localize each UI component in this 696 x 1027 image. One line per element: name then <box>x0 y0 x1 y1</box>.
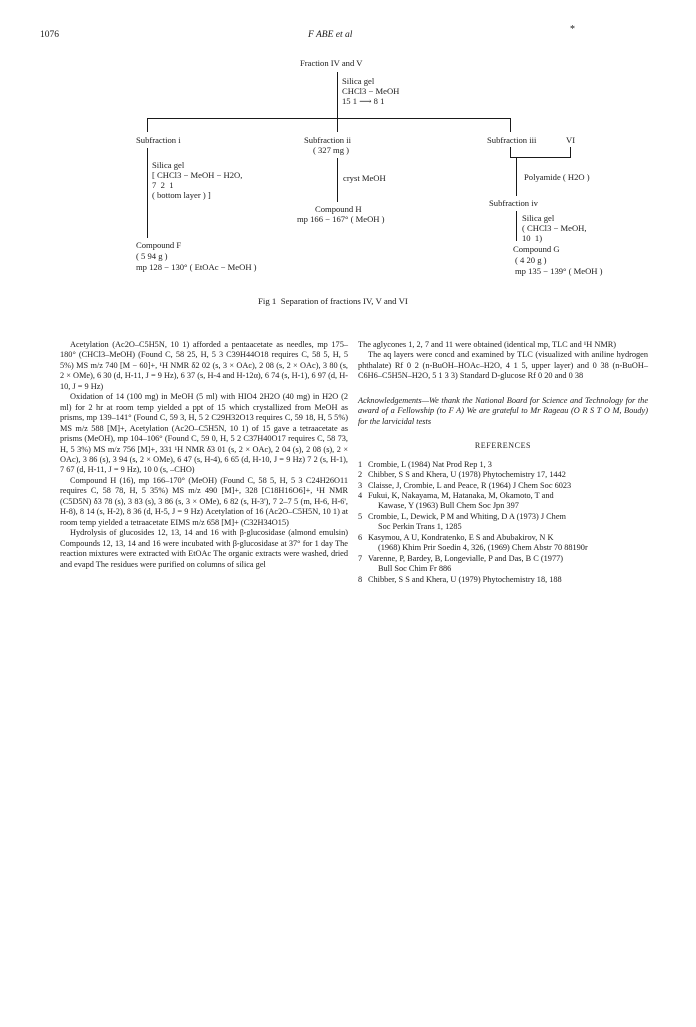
sub4-eluent-1: Silica gel <box>522 213 555 223</box>
compound-f-mp: mp 128 − 130° ( EtOAc − MeOH ) <box>136 262 257 272</box>
reference-continuation: Bull Soc Chim Fr 886 <box>378 564 452 574</box>
fraction-title: Fraction IV and V <box>300 58 363 68</box>
reference-list <box>358 460 648 585</box>
reference-item <box>358 481 648 491</box>
top-eluent-1: Silica gel <box>342 76 375 86</box>
reference-item <box>358 554 648 575</box>
subfraction-iii-label: Subfraction iii <box>487 135 537 145</box>
compound-g-yield: ( 4 20 g ) <box>515 255 547 265</box>
sub4-eluent-2: ( CHCl3 − MeOH, <box>522 223 587 233</box>
reference-main: Crombie, L (1984) Nat Prod Rep 1, 3 <box>368 459 492 469</box>
compound-g: Compound G <box>513 244 560 254</box>
reference-item <box>358 470 648 480</box>
reference-item <box>358 533 648 554</box>
compound-g-mp: mp 135 − 139° ( MeOH ) <box>515 266 603 276</box>
reference-text <box>368 575 648 585</box>
reference-main: Crombie, L, Dewick, P M and Whiting, D A (1973) J Chem <box>368 511 566 521</box>
fraction-vi-label: VI <box>566 135 576 145</box>
reference-text <box>368 533 648 554</box>
paragraph-aglycones: The aglycones 1, 2, 7 and 11 were obtained (identical mp, TLC and ¹H NMR) <box>358 340 617 349</box>
subfraction-ii-mass: ( 327 mg ) <box>313 145 350 155</box>
references-heading: REFERENCES <box>474 441 532 451</box>
reference-main: Chibber, S S and Khera, U (1979) Phytochemistry 18, 188 <box>368 574 562 584</box>
top-eluent-2: CHCl3 − MeOH <box>342 86 400 96</box>
reference-main: Varenne, P, Bardey, B, Longevialle, P and Das, B C (1977) <box>368 553 564 563</box>
sub1-eluent-1: Silica gel <box>152 160 185 170</box>
paragraph-aq-layers: The aq layers were concd and examined by TLC (visualized with aniline hydrogen phthalate) Rf 0 2 (n-BuOH–HOAc–H2O, 4 1 5, upper layer) and 0 38 (n-BuOH–C6H6–C5H5N–H2O, 5 1 3 3) Standard D-glucose Rf 0 20 and 0 38 <box>358 350 648 381</box>
sub1-eluent-3: 7 2 1 <box>152 180 174 190</box>
reference-number: 5 <box>358 511 363 521</box>
reference-text <box>368 554 648 575</box>
reference-main: Claisse, J, Crombie, L and Peace, R (1964) J Chem Soc 6023 <box>368 480 572 490</box>
polyamide-step: Polyamide ( H2O ) <box>524 172 590 182</box>
reference-number: 8 <box>358 574 363 584</box>
reference-main: Kasymou, A U, Kondratenko, E S and Abubakirov, N K <box>368 532 554 542</box>
reference-text <box>368 470 648 480</box>
sub1-eluent-4: ( bottom layer ) ] <box>152 190 211 200</box>
reference-item <box>358 491 648 512</box>
reference-number: 4 <box>358 490 363 500</box>
reference-number: 1 <box>358 459 363 469</box>
compound-f: Compound F <box>136 240 182 250</box>
reference-text <box>368 481 648 491</box>
paragraph-acetylation: Acetylation (Ac2O–C5H5N, 10 1) afforded a pentaacetate as needles, mp 175–180° (CHCl3–MeOH) (Found C, 58 25, H, 5 3 C39H44O18 requires C, 58 5, H, 5 5%) MS m/z 740 [M − 60]+, ¹H NMR δ2 02 (s, 3 × OAc), 2 08 (s, 2 × OAc), 3 80 (s, 2 × OMe), 6 30 (d, H-11, J = 9 Hz), 6 37 (s, H-4 and H-12α), 6 74 (s, H-1), 6 97 (d, H-10, J = 9 Hz) <box>60 340 348 391</box>
cryst-label: cryst MeOH <box>343 173 386 183</box>
reference-text <box>368 512 648 533</box>
paragraph-oxidation: Oxidation of 14 (100 mg) in MeOH (5 ml) with HIO4 2H2O (40 mg) in H2O (2 ml) for 2 hr at room temp yielded a ppt of 15 which crystallized from MeOH as prisms, mp 139–141° (Found C, 59 3, H, 5 2 C29H32O13 requires C, 59 18, H, 5 5%) MS m/z 588 [M]+, Acetylation (Ac2O–C5H5N, 10 1) of 15 gave a tetraacetate as prisms (MeOH), mp 104–106° (Found C, 59 0, H, 5 2 C37H40O17 requires C, 58 73, H, 5 3%) MS m/z 756 [M]+, 331 ¹H NMR δ3 01 (s, 2 × OAc), 2 04 (s), 2 08 (s), 2 × OAc), 3 86 (s), 3 94 (s, 2 × OMe), 6 47 (s, H-4), 6 65 (d, H-10, J = 9 Hz) 7 2 (s, H-1), 7 67 (d, H-11, J = 9 Hz), 10 0 (s, –CHO) <box>60 392 348 475</box>
reference-number: 2 <box>358 470 363 480</box>
reference-item <box>358 460 648 470</box>
corner-mark: * <box>570 24 575 35</box>
reference-main: Fukui, K, Nakayama, M, Hatanaka, M, Okamoto, T and <box>368 490 554 500</box>
reference-main: Chibber, S S and Khera, U (1978) Phytochemistry 17, 1442 <box>368 470 566 480</box>
reference-continuation: Kawase, Y (1963) Bull Chem Soc Jpn 397 <box>378 501 519 511</box>
reference-continuation: (1968) Khim Prir Soedin 4, 326, (1969) Chem Abstr 70 88190r <box>378 543 588 553</box>
reference-item <box>358 512 648 533</box>
subfraction-i-label: Subfraction i <box>136 135 181 145</box>
reference-item <box>358 575 648 585</box>
page-number: 1076 <box>40 30 59 40</box>
right-column <box>358 340 648 585</box>
running-head: F ABE et al <box>308 30 353 40</box>
top-eluent-3: 15 1 ⟶ 8 1 <box>342 96 385 106</box>
sub1-eluent-2: [ CHCl3 − MeOH − H2O, <box>152 170 243 180</box>
acknowledgements: Acknowledgements—We thank the National Board for Science and Technology for the award of a Fellowship (to F A) We are grateful to Mr Rageau (O R S T O M, Boudy) for the larvicidal tests <box>358 395 648 426</box>
subfraction-ii-label: Subfraction ii <box>304 135 352 145</box>
paragraph-compound-h: Compound H (16), mp 166–170° (MeOH) (Found C, 58 5, H, 5 3 C24H26O11 requires C, 58 78, H, 5 35%) MS m/z 490 [M]+, 328 [C18H16O6]+, ¹H NMR (C5D5N) δ3 78 (s), 3 83 (s), 3 86 (s, 3 × OMe), 6 82 (s, H-3'), 7 2–7 5 (m, H-6, H-6', H-8), 8 14 (s, H-2), 8 36 (d, H-5, J = 9 Hz) Acetylation of 16 (Ac2O–C5H5N, 10 1) at room temp yielded a tetraacetate EIMS m/z 658 [M]+ (C32H34O15) <box>60 475 348 527</box>
left-column <box>60 340 348 570</box>
reference-number: 6 <box>358 532 363 542</box>
reference-number: 3 <box>358 480 363 490</box>
paragraph-hydrolysis: Hydrolysis of glucosides 12, 13, 14 and 16 with β-glucosidase (almond emulsin) Compounds 12, 13, 14 and 16 were incubated with β-glucosidase at 37° for 1 day The reaction mixtures were extracted with EtOAc The organic extracts were washed, dried and evapd The residues were purified on columns of silica gel <box>60 528 348 569</box>
reference-number: 7 <box>358 553 363 563</box>
compound-h: Compound H <box>315 204 362 214</box>
subfraction-iv-label: Subfraction iv <box>489 198 538 208</box>
compound-h-mp: mp 166 − 167° ( MeOH ) <box>297 214 385 224</box>
figure-caption: Fig 1 Separation of fractions IV, V and VI <box>258 296 408 306</box>
reference-continuation: Soc Perkin Trans 1, 1285 <box>378 522 462 532</box>
reference-text <box>368 491 648 512</box>
sub4-eluent-3: 10 1) <box>522 233 543 243</box>
compound-f-yield: ( 5 94 g ) <box>136 251 168 261</box>
reference-text <box>368 460 648 470</box>
